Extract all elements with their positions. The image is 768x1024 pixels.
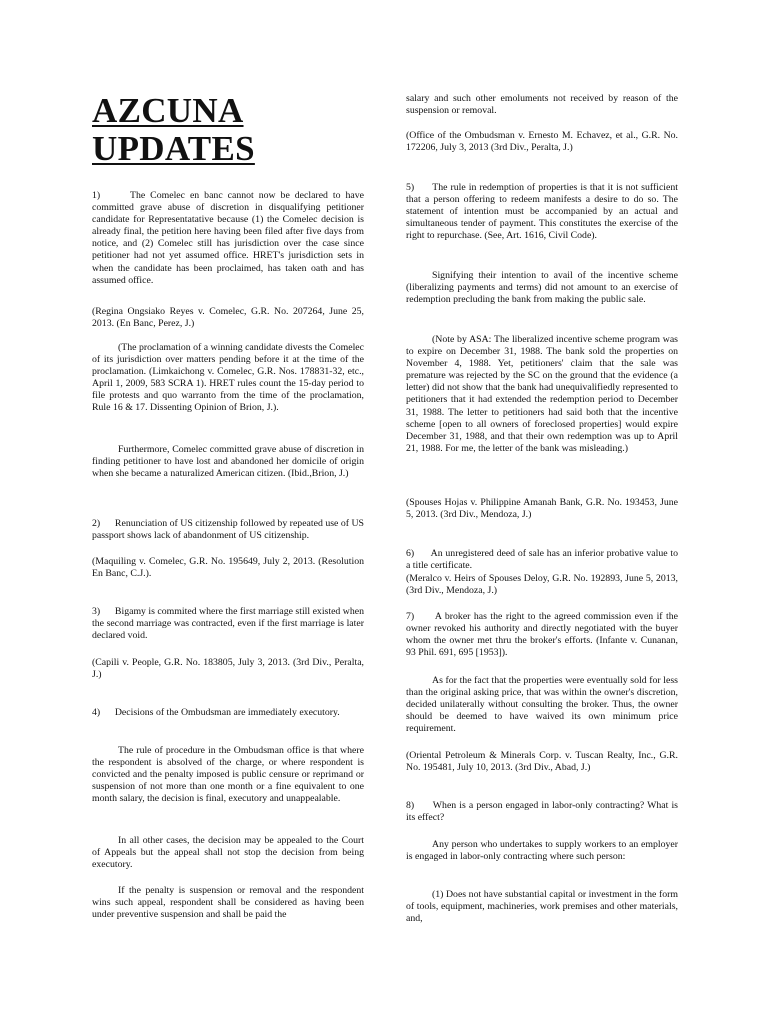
item-8-answer: Any person who undertakes to supply workers to an employer is engaged in labor-only contracting where such person: [406, 839, 678, 863]
item-8-condition-1: (1) Does not have substantial capital or investment in the form of tools, equipment, machineries, work premises and other materials, and, [406, 889, 678, 925]
item-4-text: 4) Decisions of the Ombudsman are immediately executory. [92, 707, 340, 718]
item-3-text: 3) Bigamy is commited where the first marriage still existed when the second marriage was contracted, even if the first marriage is later declared void. [92, 606, 364, 642]
item-5-text: 5) The rule in redemption of properties is that it is not sufficient that a person offering to redeem manifests a desire to do so. The statement of intention must be accompanied by an actual and simultaneous tender of payment. This constitutes the exercise of the right to repurchase. (See, Art. 1616, Civil Code). [406, 182, 678, 242]
item-5-citation: (Spouses Hojas v. Philippine Amanah Bank, G.R. No. 193453, June 5, 2013. (3rd Div., Mendoza, J.) [406, 497, 678, 521]
item-6-text: 6) An unregistered deed of sale has an inferior probative value to a title certificate. [406, 548, 678, 572]
item-4-continued: salary and such other emoluments not received by reason of the suspension or removal. [406, 93, 678, 117]
item-4-citation: (Office of the Ombudsman v. Ernesto M. Echavez, et al., G.R. No. 172206, July 3, 2013 (3rd Div., Peralta, J.) [406, 130, 678, 154]
item-7-price: As for the fact that the properties were eventually sold for less than the original asking price, that was within the owner's discretion, decided unilaterally without consulting the broker. Thus, the owner should be deemed to have waived its own minimum price requirement. [406, 675, 678, 735]
item-1-note: (The proclamation of a winning candidate divests the Comelec of its jurisdiction over matters pending before it at the time of the proclamation. (Limkaichong v. Comelec, G.R. Nos. 178831-32, etc., April 1, 2009, 583 SCRA 1). HRET rules count the 15-day period to file protests and quo warranto from the time of the proclamation, Rule 16 & 17. Dissenting Opinion of Brion, J.). [92, 342, 364, 414]
item-4-penalty: If the penalty is suspension or removal and the respondent wins such appeal, respondent shall be considered as having been under preventive suspension and shall be paid the [92, 885, 364, 921]
item-4-rule: The rule of procedure in the Ombudsman office is that where the respondent is absolved of the charge, or where respondent is convicted and the penalty imposed is public censure or reprimand or suspension of not more than one month or a fine equivalent to one month salary, the decision is final, executory and unappealable. [92, 745, 364, 805]
item-6-citation: (Meralco v. Heirs of Spouses Deloy, G.R. No. 192893, June 5, 2013, (3rd Div., Mendoza, J.) [406, 573, 678, 597]
item-7-text: 7) A broker has the right to the agreed commission even if the owner revoked his authority and directly negotiated with the buyer whom the owner met thru the broker's efforts. (Infante v. Cunanan, 93 Phil. 691, 695 [1953]). [406, 611, 678, 659]
item-1-furthermore: Furthermore, Comelec committed grave abuse of discretion in finding petitioner to have lost and abandoned her domicile of origin when she became a naturalized American citizen. (Ibid.,Brion, J.) [92, 444, 364, 480]
item-3-citation: (Capili v. People, G.R. No. 183805, July 3, 2013. (3rd Div., Peralta, J.) [92, 657, 364, 681]
item-5-incentive: Signifying their intention to avail of the incentive scheme (liberalizing payments and terms) did not amount to an exercise of redemption precluding the bank from making the public sale. [406, 270, 678, 306]
item-1-text: 1) The Comelec en banc cannot now be declared to have committed grave abuse of discretion in disqualifying petitioner candidate for Representatative because (1) the Comelec decision is already final, the petition here having been filed after five days from notice, and (2) Comelec still has jurisdiction over the case since petitioner had not yet assumed office. HRET's jurisdiction sets in when the candidate has been proclaimed, has taken oath and has assumed office. [92, 190, 364, 286]
item-2-citation: (Maquiling v. Comelec, G.R. No. 195649, July 2, 2013. (Resolution En Banc, C.J.). [92, 556, 364, 580]
title-line-2: UPDATES [92, 129, 255, 168]
document-title [92, 92, 255, 168]
item-8-question: 8) When is a person engaged in labor-only contracting? What is its effect? [406, 800, 678, 824]
item-1-citation: (Regina Ongsiako Reyes v. Comelec, G.R. No. 207264, June 25, 2013. (En Banc, Perez, J.) [92, 306, 364, 330]
title-line-1: AZCUNA [92, 91, 244, 130]
item-2-text: 2) Renunciation of US citizenship followed by repeated use of US passport shows lack of abandonment of US citizenship. [92, 518, 364, 542]
item-7-citation: (Oriental Petroleum & Minerals Corp. v. Tuscan Realty, Inc., G.R. No. 195481, July 10, 2013. (3rd Div., Abad, J.) [406, 750, 678, 774]
item-5-note: (Note by ASA: The liberalized incentive scheme program was to expire on December 31, 1988. The bank sold the properties on November 4, 1988. Yet, petitioners' claim that the sale was premature was rejected by the SC on the ground that the evidence (a letter) did not show that the bank had unequivalifiedly represented to petitioners that it had extended the redemption period to December 31, 1988. The letter to petitioners had said both that the incentive scheme [open to all owners of foreclosed properties] would expire December 31, 1988, and that their own redemption was up to April 21, 1988. For me, the letter of the bank was misleading.) [406, 334, 678, 454]
item-4-other-cases: In all other cases, the decision may be appealed to the Court of Appeals but the appeal shall not stop the decision from being executory. [92, 835, 364, 871]
